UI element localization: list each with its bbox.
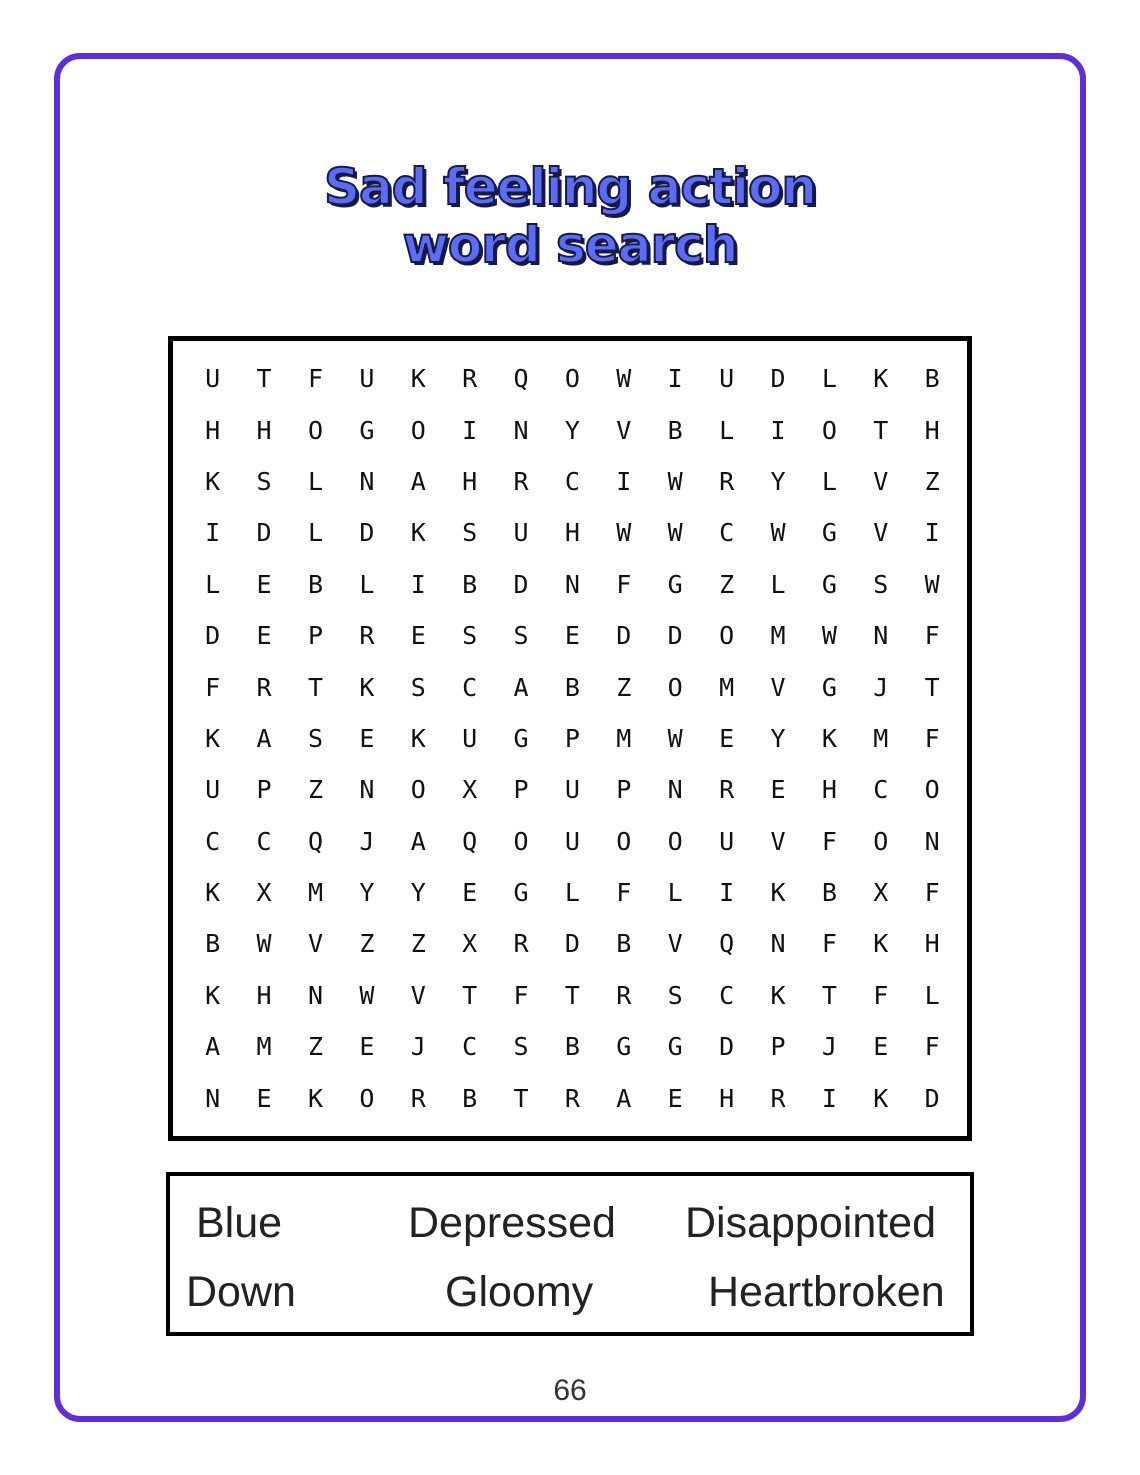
- grid-cell: F: [924, 723, 940, 753]
- grid-cell: N: [513, 415, 529, 445]
- grid-cell: Z: [359, 929, 375, 959]
- grid-cell: I: [410, 569, 426, 599]
- grid-cell: A: [256, 723, 272, 753]
- grid-cell: P: [307, 621, 323, 651]
- grid-cell: K: [410, 364, 426, 394]
- grid-cell: J: [359, 826, 375, 856]
- grid-cell: O: [667, 826, 683, 856]
- grid-cell: R: [719, 775, 735, 805]
- grid-cell: C: [719, 518, 735, 548]
- grid-cell: Z: [719, 569, 735, 599]
- grid-cell: X: [462, 929, 478, 959]
- grid-cell: K: [873, 929, 889, 959]
- grid-cell: H: [924, 929, 940, 959]
- grid-cell: D: [205, 621, 221, 651]
- grid-cell: F: [307, 364, 323, 394]
- grid-cell: F: [616, 878, 632, 908]
- grid-cell: O: [667, 672, 683, 702]
- grid-cell: S: [410, 672, 426, 702]
- grid-cell: B: [462, 569, 478, 599]
- grid-cell: R: [616, 980, 632, 1010]
- grid-cell: I: [616, 466, 632, 496]
- grid-cell: Y: [359, 878, 375, 908]
- page-title: [0, 158, 1140, 274]
- grid-cell: L: [719, 415, 735, 445]
- grid-cell: V: [410, 980, 426, 1010]
- grid-cell: L: [359, 569, 375, 599]
- grid-cell: F: [821, 826, 837, 856]
- grid-cell: N: [770, 929, 786, 959]
- grid-cell: L: [307, 518, 323, 548]
- grid-cell: M: [873, 723, 889, 753]
- grid-cell: L: [821, 466, 837, 496]
- grid-cell: U: [564, 775, 580, 805]
- grid-cell: O: [307, 415, 323, 445]
- grid-cell: G: [359, 415, 375, 445]
- title-line-1: Sad feeling action: [324, 158, 816, 216]
- grid-cell: W: [256, 929, 272, 959]
- grid-cell: K: [873, 364, 889, 394]
- grid-cell: E: [359, 1032, 375, 1062]
- grid-cell: E: [719, 723, 735, 753]
- grid-cell: E: [667, 1083, 683, 1113]
- grid-cell: E: [256, 569, 272, 599]
- grid-cell: A: [410, 826, 426, 856]
- grid-cell: P: [564, 723, 580, 753]
- grid-cell: A: [410, 466, 426, 496]
- grid-cell: G: [667, 1032, 683, 1062]
- grid-cell: I: [667, 364, 683, 394]
- grid-cell: D: [564, 929, 580, 959]
- grid-cell: H: [924, 415, 940, 445]
- grid-cell: M: [616, 723, 632, 753]
- grid-cell: E: [462, 878, 478, 908]
- grid-cell: W: [616, 364, 632, 394]
- grid-cell: D: [719, 1032, 735, 1062]
- grid-cell: C: [256, 826, 272, 856]
- grid-cell: P: [256, 775, 272, 805]
- grid-cell: H: [719, 1083, 735, 1113]
- grid-cell: T: [564, 980, 580, 1010]
- grid-cell: T: [256, 364, 272, 394]
- grid-cell: O: [513, 826, 529, 856]
- grid-cell: H: [205, 415, 221, 445]
- grid-cell: U: [513, 518, 529, 548]
- grid-cell: U: [719, 364, 735, 394]
- grid-cell: O: [873, 826, 889, 856]
- grid-cell: J: [821, 1032, 837, 1062]
- grid-cell: K: [410, 518, 426, 548]
- grid-cell: G: [616, 1032, 632, 1062]
- grid-cell: U: [205, 364, 221, 394]
- grid-cell: B: [667, 415, 683, 445]
- grid-cell: F: [205, 672, 221, 702]
- grid-cell: N: [359, 466, 375, 496]
- grid-cell: G: [513, 878, 529, 908]
- grid-cell: Y: [564, 415, 580, 445]
- grid-cell: Y: [770, 723, 786, 753]
- grid-cell: K: [307, 1083, 323, 1113]
- grid-cell: D: [924, 1083, 940, 1113]
- grid-cell: S: [462, 621, 478, 651]
- grid-cell: J: [873, 672, 889, 702]
- grid-cell: Z: [924, 466, 940, 496]
- grid-cell: O: [410, 775, 426, 805]
- grid-cell: R: [410, 1083, 426, 1113]
- grid-cell: K: [205, 466, 221, 496]
- grid-cell: N: [667, 775, 683, 805]
- grid-cell: L: [770, 569, 786, 599]
- grid-cell: W: [667, 723, 683, 753]
- grid-cell: E: [410, 621, 426, 651]
- grid-cell: L: [924, 980, 940, 1010]
- grid-cell: B: [821, 878, 837, 908]
- word-list-item: Blue: [196, 1199, 283, 1247]
- grid-cell: E: [873, 1032, 889, 1062]
- grid-cell: H: [256, 980, 272, 1010]
- grid-cell: X: [256, 878, 272, 908]
- grid-cell: Y: [410, 878, 426, 908]
- grid-cell: L: [307, 466, 323, 496]
- grid-cell: T: [821, 980, 837, 1010]
- grid-cell: I: [462, 415, 478, 445]
- grid-cell: C: [873, 775, 889, 805]
- grid-cell: G: [821, 672, 837, 702]
- grid-cell: G: [667, 569, 683, 599]
- grid-cell: T: [873, 415, 889, 445]
- grid-cell: K: [770, 878, 786, 908]
- grid-cell: N: [873, 621, 889, 651]
- page-number: 66: [553, 1374, 587, 1407]
- grid-cell: U: [359, 364, 375, 394]
- grid-cell: W: [359, 980, 375, 1010]
- grid-cell: R: [719, 466, 735, 496]
- grid-cell: F: [513, 980, 529, 1010]
- grid-cell: S: [667, 980, 683, 1010]
- grid-cell: V: [616, 415, 632, 445]
- grid-cell: W: [616, 518, 632, 548]
- grid-cell: C: [205, 826, 221, 856]
- grid-cell: K: [205, 723, 221, 753]
- grid-cell: O: [564, 364, 580, 394]
- grid-cell: A: [205, 1032, 221, 1062]
- grid-cell: U: [205, 775, 221, 805]
- grid-cell: P: [770, 1032, 786, 1062]
- word-list-item: Gloomy: [445, 1268, 594, 1316]
- word-list-item: Depressed: [408, 1199, 616, 1247]
- grid-cell: O: [359, 1083, 375, 1113]
- word-list-item: Heartbroken: [708, 1268, 945, 1316]
- grid-cell: S: [307, 723, 323, 753]
- grid-cell: Z: [307, 775, 323, 805]
- grid-cell: T: [924, 672, 940, 702]
- grid-cell: D: [359, 518, 375, 548]
- word-list-item: Down: [186, 1268, 296, 1316]
- grid-cell: W: [667, 466, 683, 496]
- grid-cell: L: [564, 878, 580, 908]
- grid-cell: V: [667, 929, 683, 959]
- grid-cell: N: [307, 980, 323, 1010]
- grid-cell: M: [307, 878, 323, 908]
- grid-cell: O: [719, 621, 735, 651]
- grid-cell: G: [513, 723, 529, 753]
- grid-cell: X: [462, 775, 478, 805]
- grid-cell: A: [616, 1083, 632, 1113]
- grid-cell: E: [359, 723, 375, 753]
- grid-cell: C: [462, 672, 478, 702]
- grid-cell: L: [667, 878, 683, 908]
- grid-cell: V: [770, 672, 786, 702]
- grid-cell: S: [873, 569, 889, 599]
- grid-cell: K: [205, 878, 221, 908]
- grid-cell: F: [616, 569, 632, 599]
- grid-cell: D: [667, 621, 683, 651]
- grid-cell: K: [770, 980, 786, 1010]
- grid-cell: Z: [616, 672, 632, 702]
- grid-cell: B: [616, 929, 632, 959]
- grid-cell: V: [770, 826, 786, 856]
- grid-cell: F: [924, 621, 940, 651]
- grid-cell: E: [256, 621, 272, 651]
- grid-cell: T: [307, 672, 323, 702]
- grid-cell: W: [821, 621, 837, 651]
- grid-cell: S: [256, 466, 272, 496]
- grid-cell: O: [616, 826, 632, 856]
- grid-cell: R: [513, 929, 529, 959]
- grid-cell: W: [667, 518, 683, 548]
- grid-cell: R: [359, 621, 375, 651]
- grid-cell: K: [205, 980, 221, 1010]
- grid-cell: C: [719, 980, 735, 1010]
- grid-cell: C: [462, 1032, 478, 1062]
- grid-cell: O: [821, 415, 837, 445]
- grid-cell: R: [462, 364, 478, 394]
- grid-cell: E: [770, 775, 786, 805]
- grid-cell: H: [821, 775, 837, 805]
- grid-cell: Q: [719, 929, 735, 959]
- grid-cell: H: [256, 415, 272, 445]
- grid-cell: L: [205, 569, 221, 599]
- grid-cell: B: [564, 672, 580, 702]
- grid-cell: G: [821, 569, 837, 599]
- grid-cell: S: [513, 1032, 529, 1062]
- grid-cell: B: [564, 1032, 580, 1062]
- grid-cell: U: [564, 826, 580, 856]
- grid-cell: N: [564, 569, 580, 599]
- grid-cell: E: [564, 621, 580, 651]
- grid-cell: D: [513, 569, 529, 599]
- grid-cell: V: [307, 929, 323, 959]
- grid-cell: B: [462, 1083, 478, 1113]
- puzzle-grid: [187, 353, 957, 1123]
- grid-cell: K: [410, 723, 426, 753]
- grid-cell: D: [616, 621, 632, 651]
- grid-cell: U: [462, 723, 478, 753]
- grid-cell: I: [205, 518, 221, 548]
- grid-cell: V: [873, 466, 889, 496]
- grid-cell: L: [821, 364, 837, 394]
- grid-cell: W: [770, 518, 786, 548]
- grid-cell: S: [462, 518, 478, 548]
- grid-cell: R: [564, 1083, 580, 1113]
- grid-cell: Z: [410, 929, 426, 959]
- grid-cell: R: [513, 466, 529, 496]
- grid-cell: I: [821, 1083, 837, 1113]
- grid-cell: A: [513, 672, 529, 702]
- grid-cell: W: [924, 569, 940, 599]
- grid-cell: M: [256, 1032, 272, 1062]
- grid-cell: X: [873, 878, 889, 908]
- grid-cell: S: [513, 621, 529, 651]
- grid-cell: H: [462, 466, 478, 496]
- word-list-item: Disappointed: [685, 1199, 937, 1247]
- grid-cell: K: [873, 1083, 889, 1113]
- grid-cell: Y: [770, 466, 786, 496]
- grid-cell: V: [873, 518, 889, 548]
- grid-cell: I: [719, 878, 735, 908]
- grid-cell: Z: [307, 1032, 323, 1062]
- grid-cell: E: [256, 1083, 272, 1113]
- grid-cell: B: [205, 929, 221, 959]
- grid-cell: M: [770, 621, 786, 651]
- grid-cell: N: [205, 1083, 221, 1113]
- grid-cell: F: [924, 878, 940, 908]
- grid-cell: N: [359, 775, 375, 805]
- grid-cell: F: [924, 1032, 940, 1062]
- grid-cell: P: [616, 775, 632, 805]
- grid-cell: I: [924, 518, 940, 548]
- grid-cell: Q: [513, 364, 529, 394]
- grid-cell: R: [256, 672, 272, 702]
- grid-cell: C: [564, 466, 580, 496]
- grid-cell: T: [462, 980, 478, 1010]
- grid-cell: K: [359, 672, 375, 702]
- grid-cell: F: [821, 929, 837, 959]
- grid-cell: F: [873, 980, 889, 1010]
- grid-cell: K: [821, 723, 837, 753]
- grid-cell: T: [513, 1083, 529, 1113]
- grid-cell: N: [924, 826, 940, 856]
- grid-cell: M: [719, 672, 735, 702]
- grid-cell: D: [770, 364, 786, 394]
- grid-cell: R: [770, 1083, 786, 1113]
- grid-cell: U: [719, 826, 735, 856]
- grid-cell: O: [410, 415, 426, 445]
- grid-cell: Q: [462, 826, 478, 856]
- grid-cell: J: [410, 1032, 426, 1062]
- grid-cell: Q: [307, 826, 323, 856]
- grid-cell: B: [924, 364, 940, 394]
- title-line-2: word search: [402, 216, 738, 274]
- grid-cell: I: [770, 415, 786, 445]
- grid-cell: B: [307, 569, 323, 599]
- grid-cell: G: [821, 518, 837, 548]
- grid-cell: P: [513, 775, 529, 805]
- grid-cell: O: [924, 775, 940, 805]
- grid-cell: D: [256, 518, 272, 548]
- grid-cell: H: [564, 518, 580, 548]
